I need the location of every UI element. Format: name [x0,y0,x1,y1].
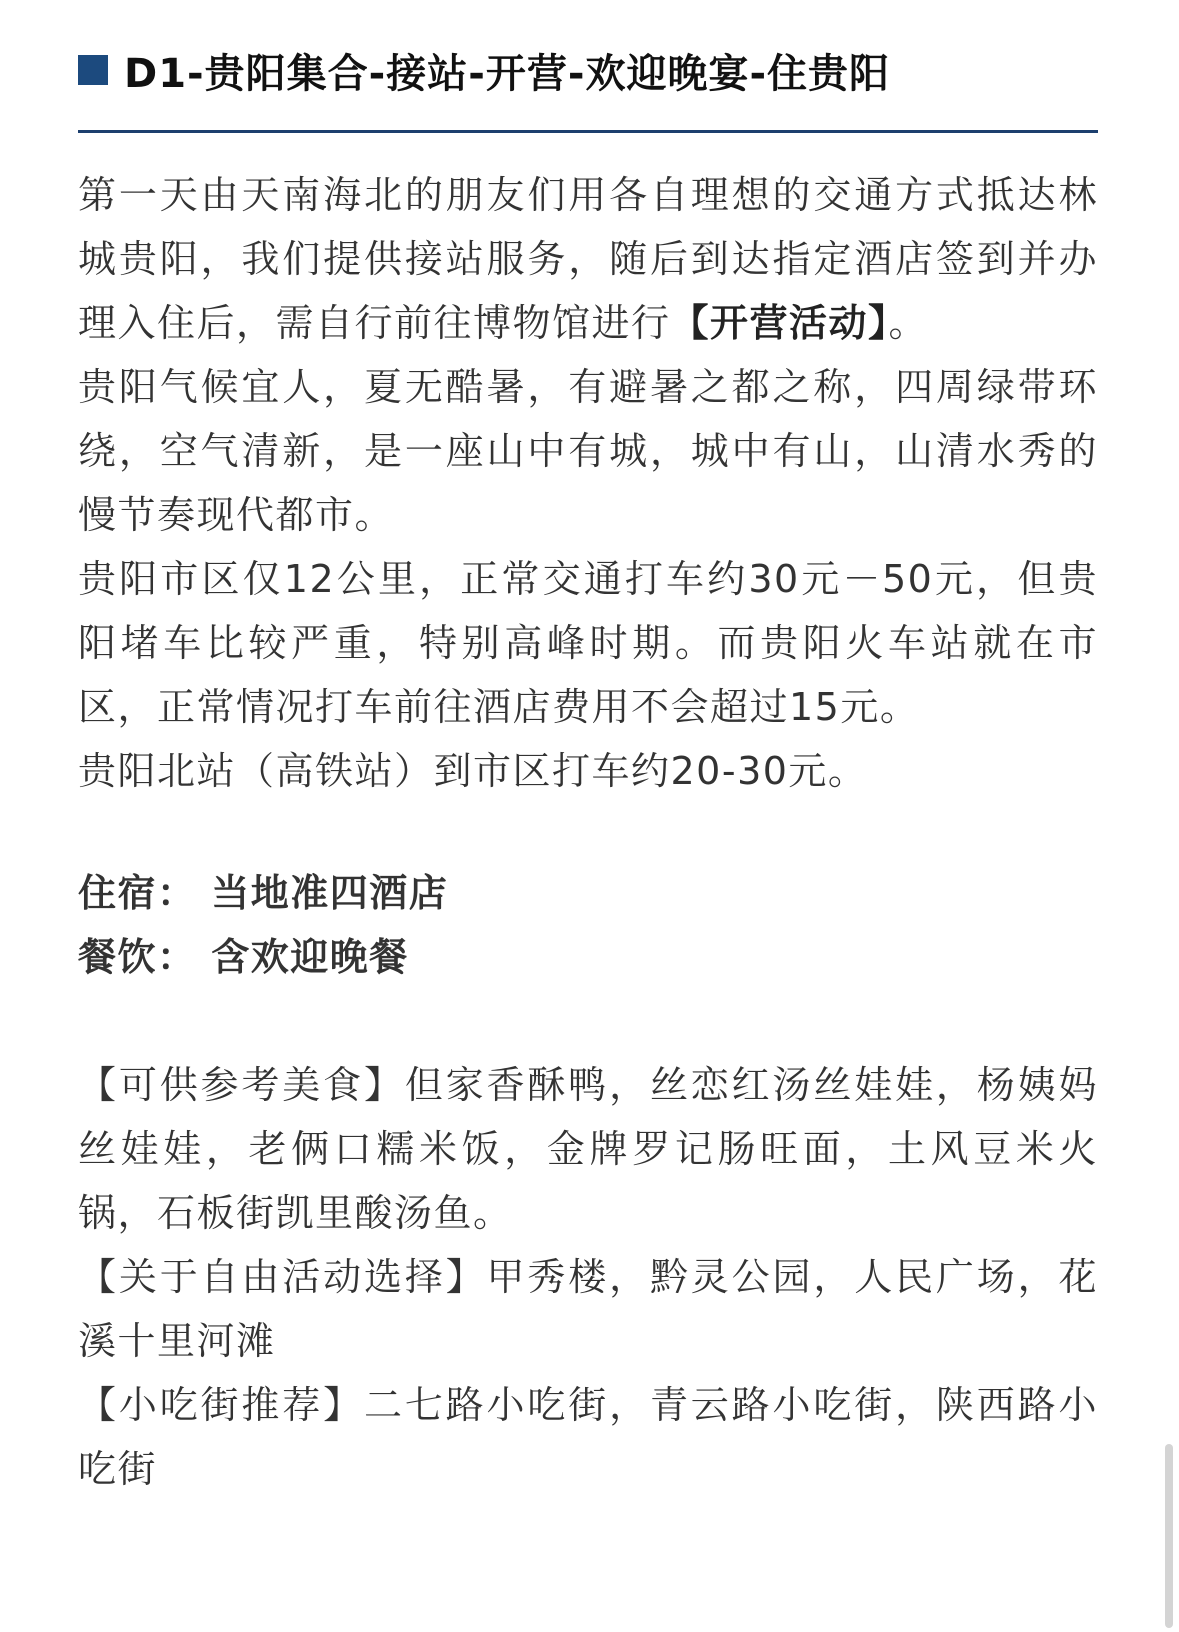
north-station-paragraph: 贵阳北站（高铁站）到市区打车约20-30元。 [78,749,868,793]
spacer [78,989,1098,1053]
scrollbar[interactable] [1165,1444,1173,1628]
header-square-marker [78,55,108,85]
food-recommendations: 【可供参考美食】但家香酥鸭，丝恋红汤丝娃娃，杨姨妈丝娃娃，老俩口糯米饭，金牌罗记肠旺面，土风豆米火锅，石板街凯里酸汤鱼。 [78,1063,1098,1235]
day-title: D1-贵阳集合-接站-开营-欢迎晚宴-住贵阳 [124,50,891,97]
spacer [78,803,1098,861]
opening-activity-highlight: 【开营活动】 [670,301,889,345]
free-activity-options: 【关于自由活动选择】甲秀楼，黔灵公园，人民广场，花溪十里河滩 [78,1255,1098,1363]
climate-paragraph: 贵阳气候宜人，夏无酷暑，有避暑之都之称，四周绿带环绕，空气清新，是一座山中有城，城中有山，山清水秀的慢节奏现代都市。 [78,365,1098,537]
day-content [78,163,1098,1501]
meals-info: 餐饮： 含欢迎晚餐 [78,935,409,979]
day-header [78,40,1098,100]
lodging-info: 住宿： 当地准四酒店 [78,871,449,915]
intro-text-end: 。 [888,301,929,345]
intro-text: 第一天由天南海北的朋友们用各自理想的交通方式抵达林城贵阳，我们提供接站服务，随后到达指定酒店签到并办理入住后，需自行前往博物馆进行 [78,173,1098,345]
transport-paragraph: 贵阳市区仅12公里，正常交通打车约30元－50元，但贵阳堵车比较严重，特别高峰时期。而贵阳火车站就在市区，正常情况打车前往酒店费用不会超过15元。 [78,557,1098,729]
snack-street-recommendations: 【小吃街推荐】二七路小吃街，青云路小吃街，陕西路小吃街 [78,1383,1098,1491]
intro-paragraph [78,163,1098,355]
itinerary-day-section [78,40,1098,1501]
header-divider [78,130,1098,133]
